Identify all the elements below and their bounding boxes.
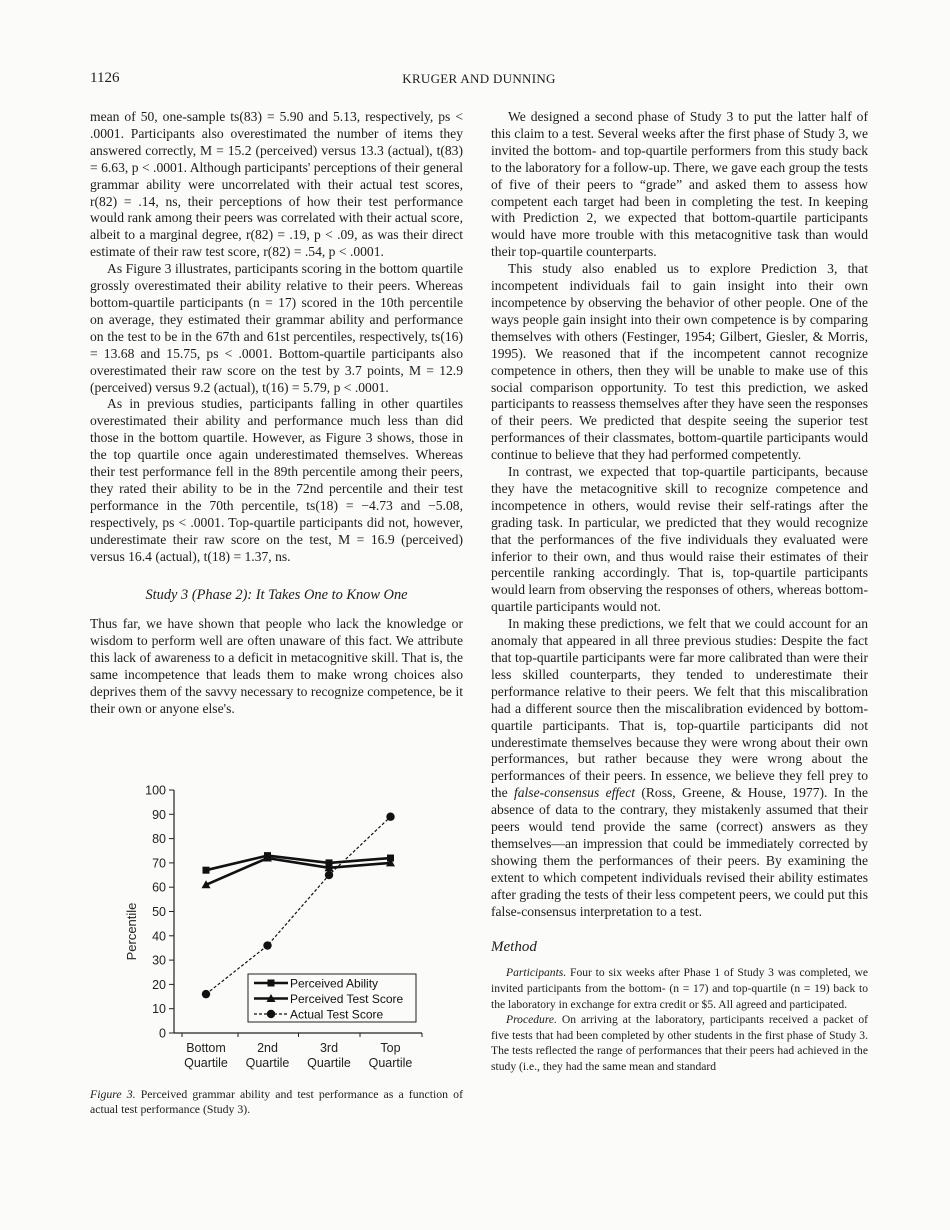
- caption-label: Figure 3.: [90, 1087, 136, 1101]
- y-tick-label: 70: [152, 856, 166, 871]
- right-paragraph-3: In contrast, we expected that top-quartile participants, because they have the metacognitive skill to recognize competence and incompetence in others, would revise their self-ratings after the grading task. In particular, we predicted that they would recognize that the performances of the five individuals they evaluated were inferior to their own, and thus would raise their estimates of their percentile ranking accordingly. That is, top-quartile participants would learn from observing the responses of others, whereas bottom-quartile participants would not.: [491, 464, 868, 615]
- y-tick-label: 40: [152, 929, 166, 944]
- x-tick-label: Top: [380, 1041, 401, 1055]
- y-tick-label: 90: [152, 807, 166, 822]
- y-tick-label: 50: [152, 905, 166, 919]
- legend-label-0: Perceived Ability: [290, 976, 379, 991]
- y-tick-label: 10: [152, 1002, 166, 1017]
- y-tick-label: 0: [159, 1026, 166, 1041]
- x-tick-label-line2: Quartile: [184, 1056, 228, 1070]
- caption-text: Perceived grammar ability and test performance as a function of actual test performance (Study 3).: [90, 1087, 464, 1117]
- right-paragraph-4: [491, 616, 868, 920]
- p4-after: (Ross, Greene, & House, 1977). In the absence of data to the contrary, they mistakenly assumed that their peers would tend provide the same (correct) answers as they themselves—an impression that could be immediately corrected by showing them the performances of their peers. By examining the extent to which competent individuals revised their ability estimates after grading the tests of their less competent peers, we could put this false-consensus interpretation to a test.: [491, 785, 868, 919]
- x-tick-label: 3rd: [319, 1041, 339, 1055]
- p4-before: In making these predictions, we felt that we could account for an anomaly that appeared in all three previous studies: Despite the fact that top-quartile participants were far more calibrated than were their less skilled counterparts, they tended to underestimate their performance relative to their peers. We felt that this miscalibration had a different source then the miscalibration evidenced by bottom-quartile participants. That is, top-quartile participants did not underestimate themselves because they were wrong about their own performances, but rather because they were wrong about the performances of their peers. In essence, we believe they fell prey to the: [491, 616, 868, 801]
- running-head: KRUGER AND DUNNING: [402, 71, 556, 86]
- participants-paragraph: [491, 965, 868, 1012]
- data-point-2-3: [386, 813, 394, 821]
- right-paragraph-2: This study also enabled us to explore Prediction 3, that incompetent individuals fail to gain insight into their own incompetence by observing the behavior of other people. One of the ways people gain insight into their own competence is by comparing themselves with others (Festinger, 1954; Gilbert, Giesler, & Morris, 1995). We reasoned that if the incompetent cannot recognize competence in others, then they will be unable to make use of this social comparison opportunity. To test this prediction, we asked participants to reassess themselves after they have seen the responses of their peers. We predicted that despite seeing the superior test performances of their classmates, bottom-quartile participants would continue to believe that they had performed competently.: [491, 261, 868, 463]
- right-column: [491, 109, 868, 1075]
- left-paragraph-2: As Figure 3 illustrates, participants scoring in the bottom quartile grossly overestimated their ability relative to their peers. Whereas bottom-quartile participants (n = 17) scored in the 10th percentile on average, they estimated their grammar ability and performance on the test to be in the 67th and 61st percentiles, respectively, ts(16) = 13.68 and 15.75, ps < .0001. Bottom-quartile participants also overestimated their raw score on the test by 3.7 points, M = 12.9 (perceived) versus 9.2 (actual), t(16) = 5.79, p < .0001.: [90, 261, 463, 395]
- section-heading: Study 3 (Phase 2): It Takes One to Know One: [145, 587, 408, 604]
- page-header: [90, 70, 868, 90]
- x-tick-label: Bottom: [186, 1041, 226, 1055]
- participants-text: Four to six weeks after Phase 1 of Study 3 was completed, we invited participants from the bottom- (n = 17) and top-quartile (n = 19) back to the laboratory in exchange for extra credit or $5. All agreed and participated.: [491, 966, 868, 1011]
- participants-label: Participants.: [506, 966, 567, 980]
- data-point-2-2: [325, 871, 333, 879]
- p4-italic-term: false-consensus effect: [513, 785, 636, 801]
- left-paragraph-3: As in previous studies, participants falling in other quartiles overestimated their ability and performance much less than did those in the bottom quartile. However, as Figure 3 shows, those in the top quartile once again underestimated themselves. Whereas their test performance fell in the 89th percentile among their peers, they rated their ability to be in the 72nd percentile and their test performance in the 70th percentile, ts(18) = −4.73 and −5.08, respectively, ps < .0001. Top-quartile participants did not, however, underestimate their raw score on the test, M = 16.9 (perceived) versus 16.4 (actual), t(18) = 1.37, ns.: [90, 396, 463, 564]
- y-tick-label: 20: [152, 977, 166, 992]
- procedure-paragraph: [491, 1012, 868, 1074]
- data-point-2-0: [202, 990, 210, 998]
- figure-3: [112, 778, 442, 1078]
- y-tick-label: 30: [152, 953, 166, 968]
- x-tick-label-line2: Quartile: [368, 1056, 413, 1070]
- left-column: [90, 109, 463, 718]
- method-section: [491, 965, 868, 1074]
- series-line-2: [206, 817, 391, 994]
- legend-label-1: Perceived Test Score: [290, 992, 404, 1006]
- y-tick-label: 60: [152, 880, 166, 895]
- right-paragraph-1: We designed a second phase of Study 3 to put the latter half of this claim to a test. Several weeks after the first phase of Study 3, we invited the bottom- and top-quartile performers from this study back to the laboratory for a follow-up. There, we gave each group the tests of five of their peers to “grade” and asked them to assess how competent each target had been in completing the test. In keeping with Prediction 2, we expected that bottom-quartile participants would have more trouble with this metacognitive task than would their top-quartile counterparts.: [491, 109, 868, 260]
- x-tick-label-line2: Quartile: [245, 1056, 290, 1070]
- legend-marker-0: [268, 980, 275, 987]
- left-paragraph-1: mean of 50, one-sample ts(83) = 5.90 and 5.13, respectively, ps < .0001. Participants also overestimated the number of items they answered correctly, M = 15.2 (perceived) versus 13.3 (actual), t(83) = 6.63, p < .0001. Although participants' perceptions of their general grammar ability were uncorrelated with their actual test scores, r(82) = .14, ns, their perceptions of how their test performance would rank among their peers was correlated with their actual score, albeit to a marginal degree, r(82) = .19, p < .09, as was their direct estimate of their raw test score, r(82) = .54, p < .0001.: [90, 109, 463, 260]
- x-tick-label: 2nd: [257, 1041, 278, 1055]
- line-chart: [112, 778, 442, 1078]
- legend-marker-2: [267, 1010, 275, 1018]
- procedure-label: Procedure.: [506, 1013, 557, 1027]
- data-point-2-1: [263, 941, 271, 949]
- figure-caption: [90, 1087, 463, 1118]
- page-number: 1126: [90, 70, 120, 86]
- method-heading: Method: [491, 938, 537, 955]
- y-tick-label: 100: [145, 783, 166, 798]
- x-tick-label-line2: Quartile: [307, 1056, 351, 1070]
- legend-label-2: Actual Test Score: [290, 1007, 384, 1022]
- section-paragraph: Thus far, we have shown that people who lack the knowledge or wisdom to perform well are often unaware of this fact. We attribute this lack of awareness to a deficit in metacognitive skill. That is, the same incompetence that leads them to make wrong choices also deprives them of the savvy necessary to recognize competence, be it their own or anyone else's.: [90, 616, 463, 716]
- data-point-0-0: [203, 867, 210, 874]
- y-axis-label: Percentile: [124, 902, 139, 961]
- series-line-1: [206, 858, 391, 885]
- y-tick-label: 80: [152, 832, 166, 847]
- procedure-text: On arriving at the laboratory, participants received a packet of five tests that had been completed by other students in the first phase of Study 3. The tests reflected the range of performances that their peers had achieved in the study (i.e., they had the same mean and standard: [491, 1013, 868, 1073]
